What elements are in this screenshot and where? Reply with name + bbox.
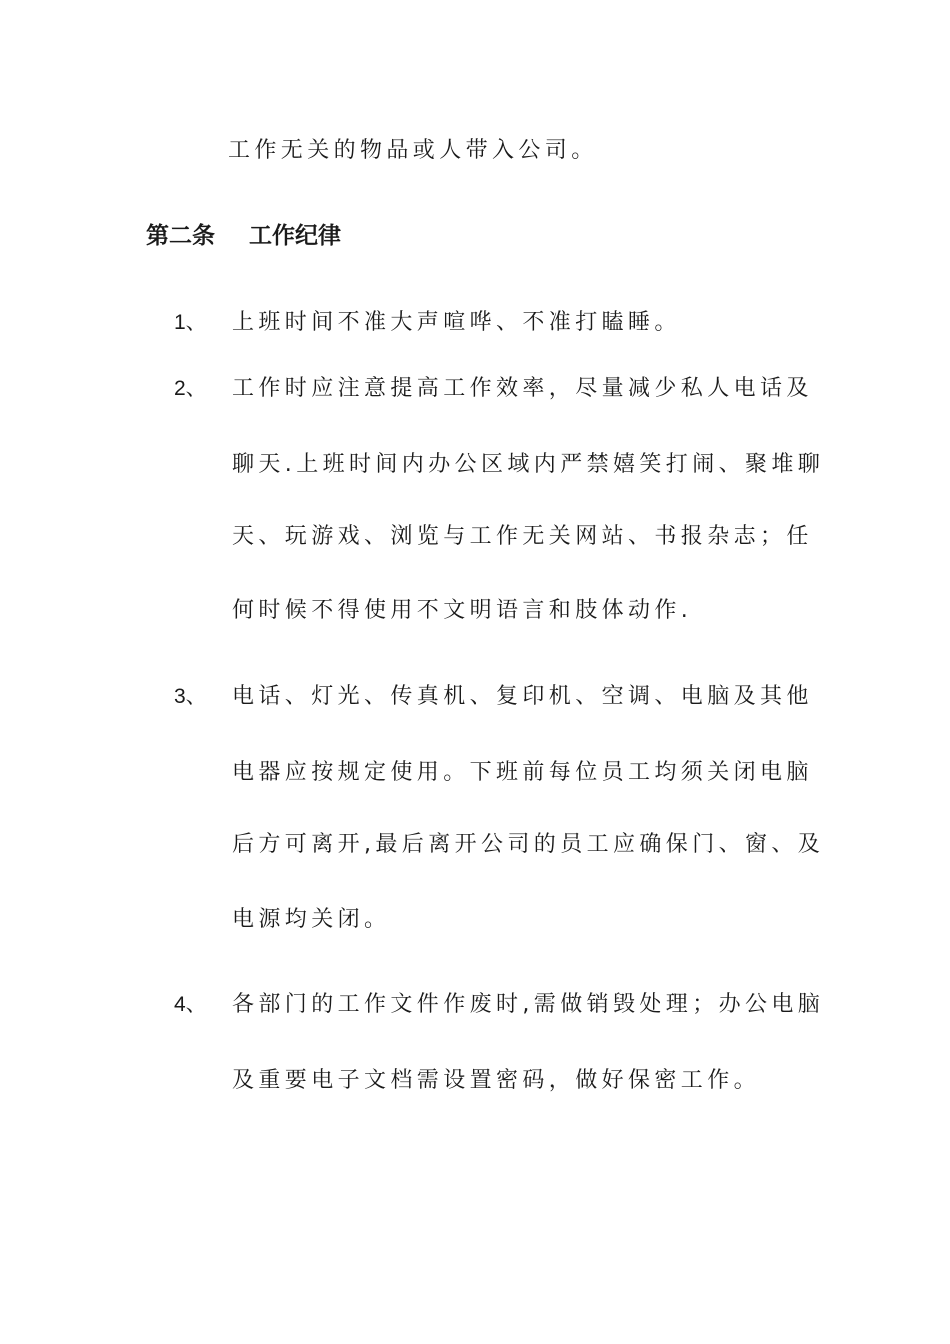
item-2-line-3: 天、玩游戏、浏览与工作无关网站、书报杂志；任 xyxy=(232,524,813,549)
intro-continuation-text: 工作无关的物品或人带入公司。 xyxy=(228,138,598,163)
item-2-line-1: 工作时应注意提高工作效率，尽量减少私人电话及 xyxy=(232,376,813,401)
item-1-marker: 1、 xyxy=(174,311,207,334)
section-number: 第二条 xyxy=(146,223,215,249)
item-2-line-4: 何时候不得使用不文明语言和肢体动作. xyxy=(232,598,693,623)
item-3-marker: 3、 xyxy=(174,685,207,708)
item-2-line-2: 聊天.上班时间内办公区域内严禁嬉笑打闹、聚堆聊 xyxy=(232,452,825,477)
item-3-line-1: 电话、灯光、传真机、复印机、空调、电脑及其他 xyxy=(232,684,813,709)
section-title: 工作纪律 xyxy=(249,223,341,249)
item-3-line-2: 电器应按规定使用。下班前每位员工均须关闭电脑 xyxy=(232,760,813,785)
item-2-marker: 2、 xyxy=(174,377,207,400)
item-3-line-4: 电源均关闭。 xyxy=(232,907,391,932)
item-4-line-1: 各部门的工作文件作废时,需做销毁处理；办公电脑 xyxy=(232,992,825,1017)
item-3-line-3: 后方可离开,最后离开公司的员工应确保门、窗、及 xyxy=(232,832,825,857)
item-1-line-1: 上班时间不准大声喧哗、不准打瞌睡。 xyxy=(232,310,681,335)
item-4-marker: 4、 xyxy=(174,993,207,1016)
item-4-line-2: 及重要电子文档需设置密码，做好保密工作。 xyxy=(232,1068,761,1093)
